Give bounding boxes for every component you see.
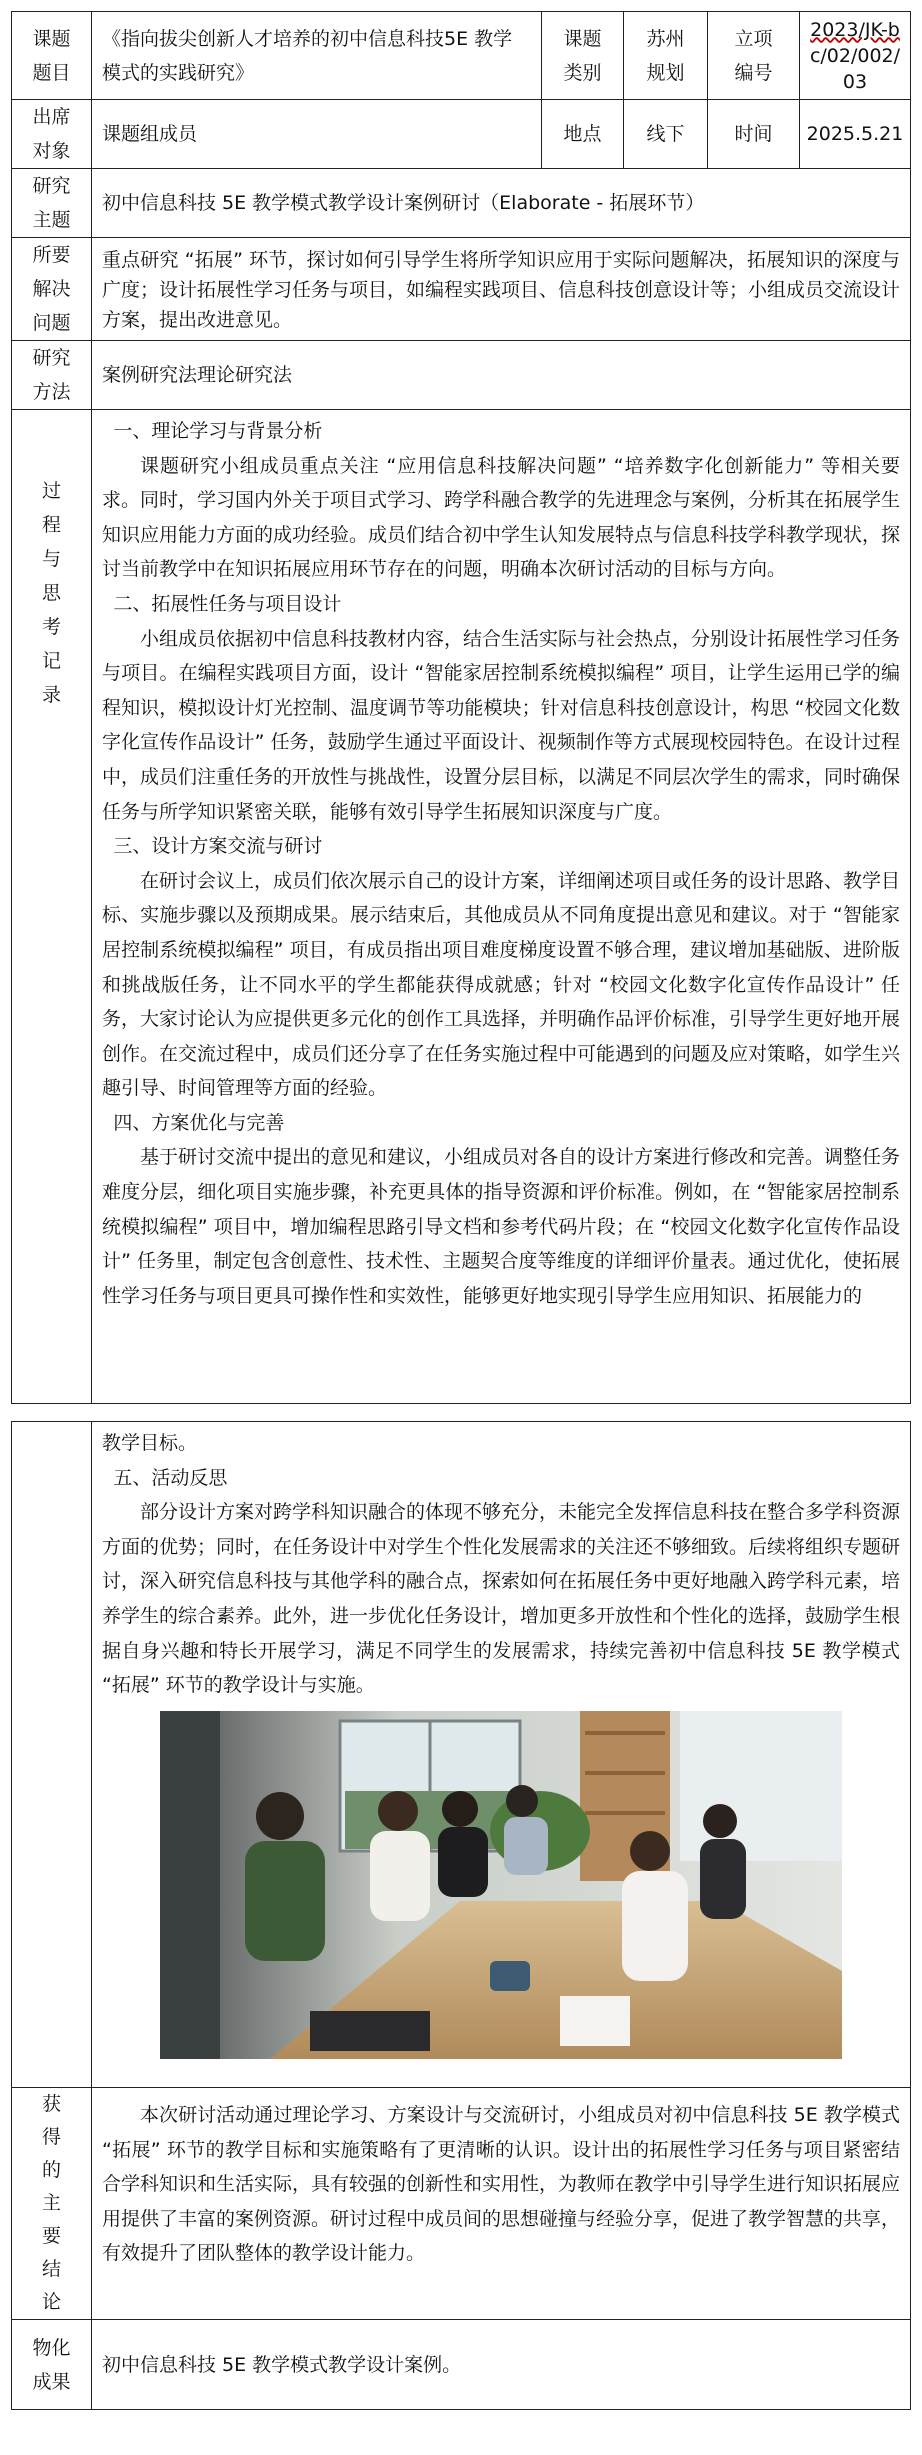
section-heading: 五、活动反思 (113, 1466, 228, 1489)
process-label-text: 过程与思考记录 (41, 480, 61, 706)
conclusion-label (12, 2088, 92, 2320)
paragraph: 教学目标。 (102, 1432, 198, 1454)
place-label: 地点 (542, 100, 624, 169)
time-value: 2025.5.21 (800, 100, 911, 169)
section-heading: 四、方案优化与完善 (113, 1111, 285, 1134)
meeting-photo-image (160, 1711, 842, 2059)
process-paragraphs-part2 (102, 1426, 900, 1703)
paragraph: 部分设计方案对跨学科知识融合的体现不够充分，未能完全发挥信息科技在整合多学科资源方面的优势；同时，在任务设计中对学生个性化发展需求的关注还不够细致。后续将组织专题研讨，深入研究信息科技与其他学科的融合点，探索如何在拓展任务中更好地融入跨学科元素，培养学生的综合素养。此外，进一步优化任务设计，增加更多开放性和个性化的选择，鼓励学生根据自身兴趣和特长开展学习，满足不同学生的发展需求，持续完善初中信息科技 5E 教学模式 “拓展” 环节的教学设计与实施。 (102, 1501, 901, 1697)
outcome-value: 初中信息科技 5E 教学模式教学设计案例。 (92, 2320, 911, 2410)
conclusion-text: 本次研讨活动通过理论学习、方案设计与交流研讨，小组成员对初中信息科技 5E 教学模式 “拓展” 环节的教学目标和实施策略有了更清晰的认识。设计出的拓展性学习任务与项目紧密结合学科知识和生活实际，具有较强的创新性和实用性，为教师在教学中引导学生进行知识拓展应用提供了丰富的案例资源。研讨过程中成员间的思想碰撞与经验分享，促进了教学智慧的共享，有效提升了团队整体的教学设计能力。 (102, 2104, 901, 2265)
project-number-value (800, 12, 911, 100)
paragraph: 小组成员依据初中信息科技教材内容，结合生活实际与社会热点，分别设计拓展性学习任务与项目。在编程实践项目方面，设计 “智能家居控制系统模拟编程” 项目，让学生运用已学的编程知识，模拟设计灯光控制、温度调节等功能模块；针对信息科技创意设计，构思 “校园文化数字化宣传作品设计” 任务，鼓励学生通过平面设计、视频制作等方式展现校园特色。在设计过程中，成员们注重任务的开放性与挑战性，设置分层目标，以满足不同层次学生的需求，同时确保任务与所学知识紧密关联，能够有效引导学生拓展知识深度与广度。 (102, 627, 901, 823)
process-body-part2 (92, 1422, 911, 2088)
paragraph: 基于研讨交流中提出的意见和建议，小组成员对各自的设计方案进行修改和完善。调整任务难度分层，细化项目实施步骤，补充更具体的指导资源和评价标准。例如，在 “智能家居控制系统模拟编程” 项目中，增加编程思路引导文档和参考代码片段；在 “校园文化数字化宣传作品设计” 任务里，制定包含创意性、技术性、主题契合度等维度的详细评价量表。通过优化，使拓展性学习任务与项目更具可操作性和实效性，能够更好地实现引导学生应用知识、拓展能力的 (102, 1146, 901, 1307)
process-label-continued (12, 1422, 92, 2088)
paragraph: 课题研究小组成员重点关注 “应用信息科技解决问题” “培养数字化创新能力” 等相关要求。同时，学习国内外关于项目式学习、跨学科融合教学的先进理念与案例，分析其在拓展学生知识应用能力方面的成功经验。成员们结合初中学生认知发展特点与信息科技学科教学现状，探讨当前教学中在知识拓展应用环节存在的问题，明确本次研讨活动的目标与方向。 (102, 454, 901, 581)
section-heading: 三、设计方案交流与研讨 (113, 835, 323, 858)
conclusion-label-text: 获得的主要结论 (41, 2093, 61, 2313)
theme-value: 初中信息科技 5E 教学模式教学设计案例研讨（Elaborate - 拓展环节） (92, 169, 911, 238)
outcome-label: 物化 成果 (12, 2320, 92, 2410)
project-number-label: 立项 编号 (708, 12, 800, 100)
project-number-line-3: 03 (842, 70, 868, 93)
section-heading: 一、理论学习与背景分析 (113, 420, 323, 442)
process-label (12, 410, 92, 1404)
time-label: 时间 (708, 100, 800, 169)
method-value: 案例研究法理论研究法 (92, 341, 911, 410)
topic-title: 《指向拔尖创新人才培养的初中信息科技5E 教学模式的实践研究》 (92, 12, 542, 100)
method-label: 研究 方法 (12, 341, 92, 410)
attendees-value: 课题组成员 (92, 100, 542, 169)
problem-value: 重点研究 “拓展” 环节，探讨如何引导学生将所学知识应用于实际问题解决，拓展知识的深度与广度；设计拓展性学习任务与项目，如编程实践项目、信息科技创意设计等；小组成员交流设计方案，提出改进意见。 (92, 238, 911, 341)
paragraph: 在研讨会议上，成员们依次展示自己的设计方案，详细阐述项目或任务的设计思路、教学目标、实施步骤以及预期成果。展示结束后，其他成员从不同角度提出意见和建议。对于 “智能家居控制系统模拟编程” 项目，有成员指出项目难度梯度设置不够合理，建议增加基础版、进阶版和挑战版任务，让不同水平的学生都能获得成就感；针对 “校园文化数字化宣传作品设计” 任务，大家讨论认为应提供更多元化的创作工具选择，并明确作品评价标准，引导学生更好地开展创作。在交流过程中，成员们还分享了在任务实施过程中可能遇到的问题及应对策略，如学生兴趣引导、时间管理等方面的经验。 (102, 869, 901, 1100)
meeting-photo (160, 1711, 842, 2059)
process-body-part1 (92, 410, 911, 1404)
project-number-line-2: c/02/002/ (809, 44, 901, 67)
topic-label: 课题 题目 (12, 12, 92, 100)
attendees-label: 出席 对象 (12, 100, 92, 169)
problem-label: 所要 解决 问题 (12, 238, 92, 341)
process-paragraphs-part1 (102, 414, 900, 1313)
category-value: 苏州 规划 (624, 12, 708, 100)
category-label: 课题 类别 (542, 12, 624, 100)
place-value: 线下 (624, 100, 708, 169)
section-heading: 二、拓展性任务与项目设计 (113, 592, 342, 615)
project-number-line-1: 2023/JK-b (810, 18, 900, 41)
research-record-table-part1 (11, 11, 911, 1404)
conclusion-body (92, 2088, 911, 2320)
theme-label: 研究 主题 (12, 169, 92, 238)
research-record-table-part2 (11, 1421, 911, 2410)
